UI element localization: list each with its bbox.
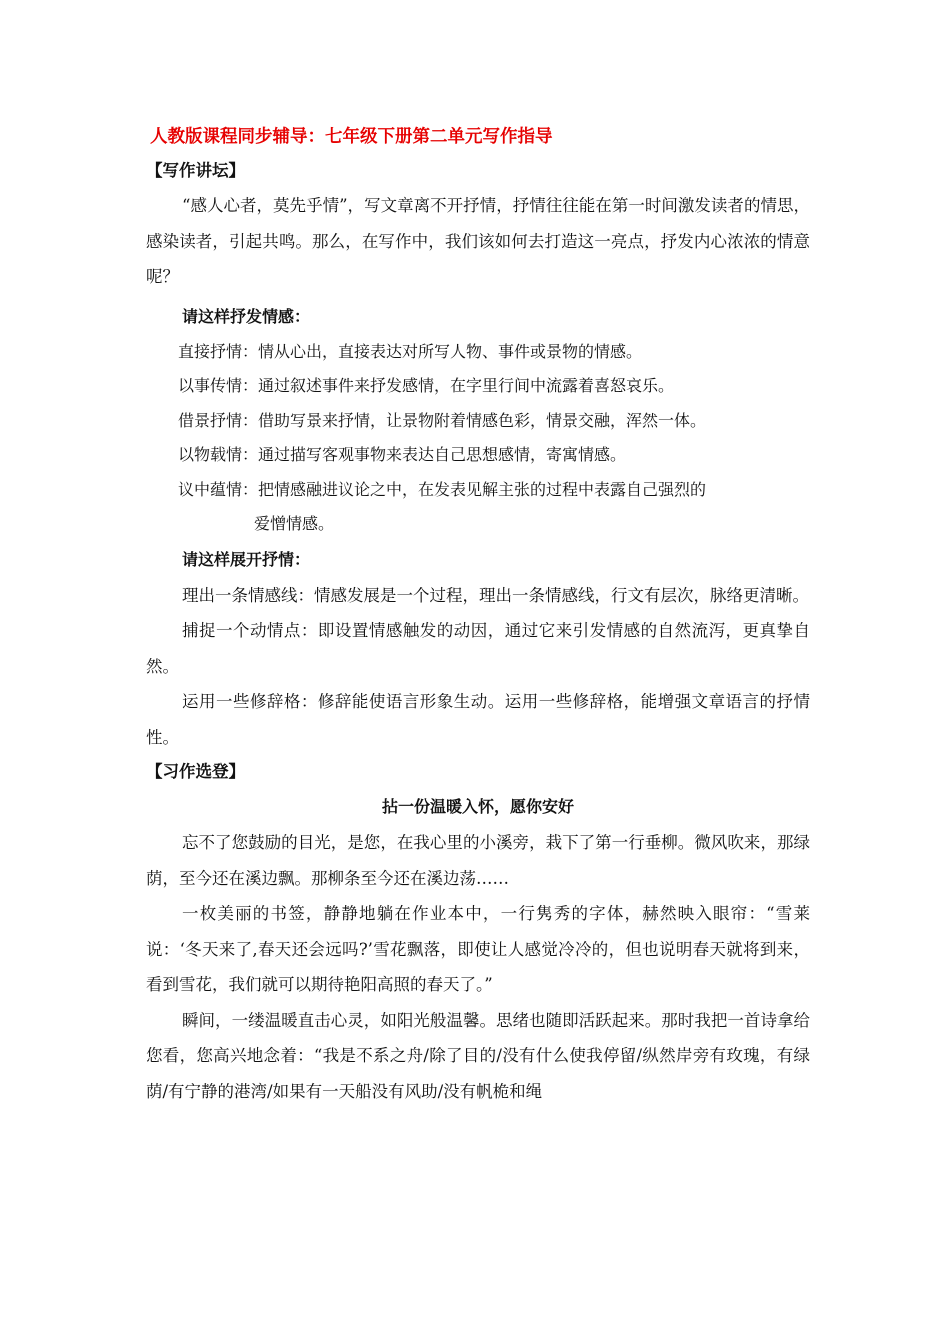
section-heading-essay: 【习作选登】 [146, 762, 245, 781]
develop-subheading: 请这样展开抒情： [182, 549, 311, 569]
section-heading-lecture: 【写作讲坛】 [146, 161, 245, 180]
method-item: 直接抒情：情从心出，直接表达对所写人物、事件或景物的情感。 [178, 341, 643, 361]
develop-paragraph: 捕捉一个动情点：即设置情感触发的动因，通过它来引发情感的自然流泻，更真挚自然。 [146, 621, 810, 676]
method-item-last-text: 议中蕴情：把情感融进议论之中，在发表见解主张的过程中表露自己强烈的 [178, 479, 707, 499]
method-item-last-continuation: 爱憎情感。 [254, 514, 335, 533]
develop-paragraph: 理出一条情感线：情感发展是一个过程，理出一条情感线，行文有层次，脉络更清晰。 [182, 585, 809, 605]
develop-paragraph: 运用一些修辞格：修辞能使语言形象生动。运用一些修辞格，能增强文章语言的抒情性。 [146, 692, 810, 747]
essay-paragraph: 一枚美丽的书签，静静地躺在作业本中，一行隽秀的字体，赫然映入眼帘：“雪莱说：‘冬天来了,春天还会远吗?’雪花飘落，即使让人感觉冷冷的，但也说明春天就将到来，看到雪花，我们就可以期待艳阳高照的春天了。” [146, 904, 810, 994]
document-content [146, 120, 810, 1109]
essay-paragraph: 忘不了您鼓励的目光，是您，在我心里的小溪旁，栽下了第一行垂柳。微风吹来，那绿荫，至今还在溪边飘。那柳条至今还在溪边荡…… [146, 833, 810, 888]
method-item: 借景抒情：借助写景来抒情，让景物附着情感色彩，情景交融，浑然一体。 [178, 410, 707, 430]
document-title: 人教版课程同步辅导：七年级下册第二单元写作指导 [150, 127, 553, 147]
lecture-intro-paragraph: “感人心者，莫先乎情”，写文章离不开抒情，抒情往往能在第一时间激发读者的情思，感染读者，引起共鸣。那么，在写作中，我们该如何去打造这一亮点，抒发内心浓浓的情意呢？ [146, 196, 810, 286]
method-item: 以事传情：通过叙述事件来抒发感情，在字里行间中流露着喜怒哀乐。 [178, 376, 675, 395]
methods-subheading: 请这样抒发情感： [182, 306, 311, 326]
essay-paragraph: 瞬间，一缕温暖直击心灵，如阳光般温馨。思绪也随即活跃起来。那时我把一首诗拿给您看，您高兴地念着：“我是不系之舟/除了目的/没有什么使我停留/纵然岸旁有玫瑰，有绿荫/有宁静的港湾/如果有一天船没有风助/没有帆桅和绳 [146, 1010, 810, 1101]
method-item-last [146, 473, 810, 542]
essay-title: 拈一份温暖入怀，愿你安好 [381, 797, 574, 816]
method-item: 以物载情：通过描写客观事物来表达自己思想感情，寄寓情感。 [178, 445, 627, 464]
